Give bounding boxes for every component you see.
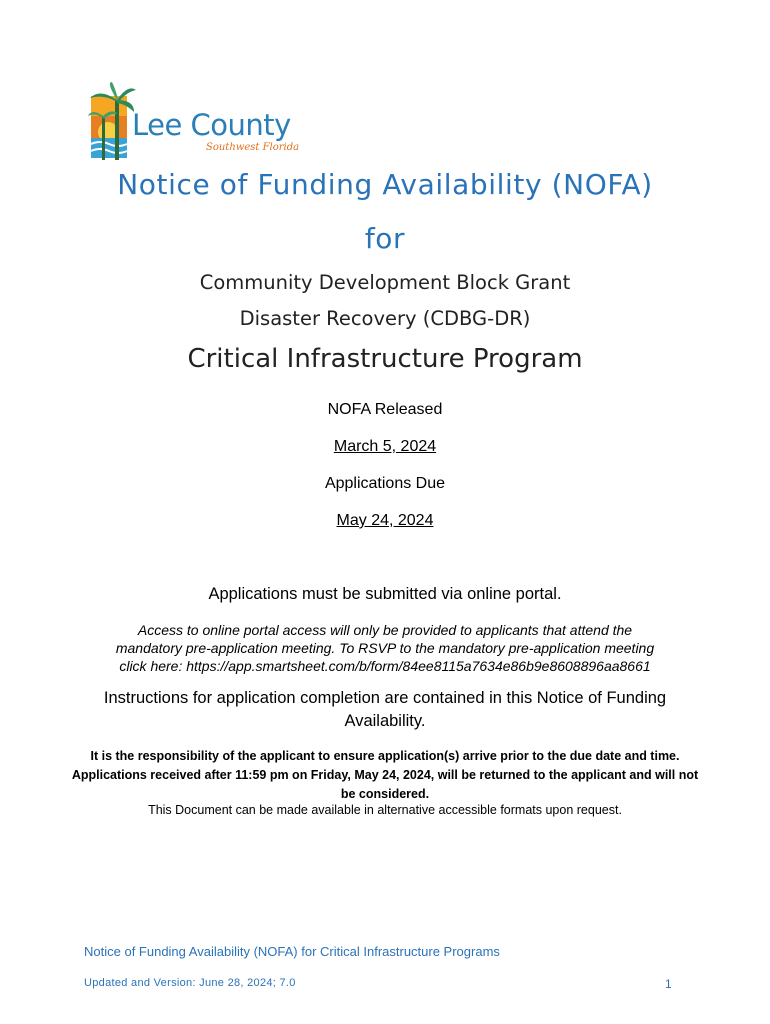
- subtitle-line-2: Disaster Recovery (CDBG-DR): [239, 307, 531, 330]
- portal-notice: Applications must be submitted via online portal.: [208, 585, 562, 603]
- applications-due-date: May 24, 2024: [336, 512, 434, 529]
- portal-access-note: [80, 621, 690, 675]
- page-title: Notice of Funding Availability (NOFA): [117, 168, 653, 201]
- palm-tree-sunset-icon: [88, 82, 136, 164]
- applications-due-label: Applications Due: [324, 475, 446, 492]
- logo-tagline: Southwest Florida: [206, 142, 300, 153]
- nofa-released-label: NOFA Released: [327, 401, 443, 418]
- subtitle-line-1: Community Development Block Grant: [199, 271, 571, 294]
- accessible-formats-note: This Document can be made available in alternative accessible formats upon request.: [148, 803, 622, 817]
- footer-doc-title: Notice of Funding Availability (NOFA) for Critical Infrastructure Programs: [84, 944, 500, 959]
- program-title: Critical Infrastructure Program: [187, 344, 583, 374]
- access-note-line-1: Access to online portal access will only be provided to applicants that attend the: [137, 622, 633, 638]
- page-title-for: for: [364, 222, 406, 255]
- lee-county-logo: [88, 82, 308, 164]
- responsibility-notice: It is the responsibility of the applicant to ensure application(s) arrive prior to the due date and time. Applications received after 11:59 pm on Friday, May 24, 2024, will be returned to the applicant and will not be considered.: [71, 749, 699, 801]
- page-number: 1: [665, 977, 672, 991]
- access-note-line-2: mandatory pre-application meeting. To RSVP to the mandatory pre-application meeting: [115, 640, 655, 656]
- instructions-text: Instructions for application completion are contained in this Notice of Funding Availability.: [103, 689, 667, 730]
- rsvp-link[interactable]: click here: https://app.smartsheet.com/b/form/84ee8115a7634e86b9e8608896aa8661: [119, 658, 651, 674]
- footer-version: Updated and Version: June 28, 2024; 7.0: [84, 977, 296, 989]
- logo-name: Lee County: [132, 108, 291, 142]
- nofa-released-date: March 5, 2024: [333, 438, 437, 455]
